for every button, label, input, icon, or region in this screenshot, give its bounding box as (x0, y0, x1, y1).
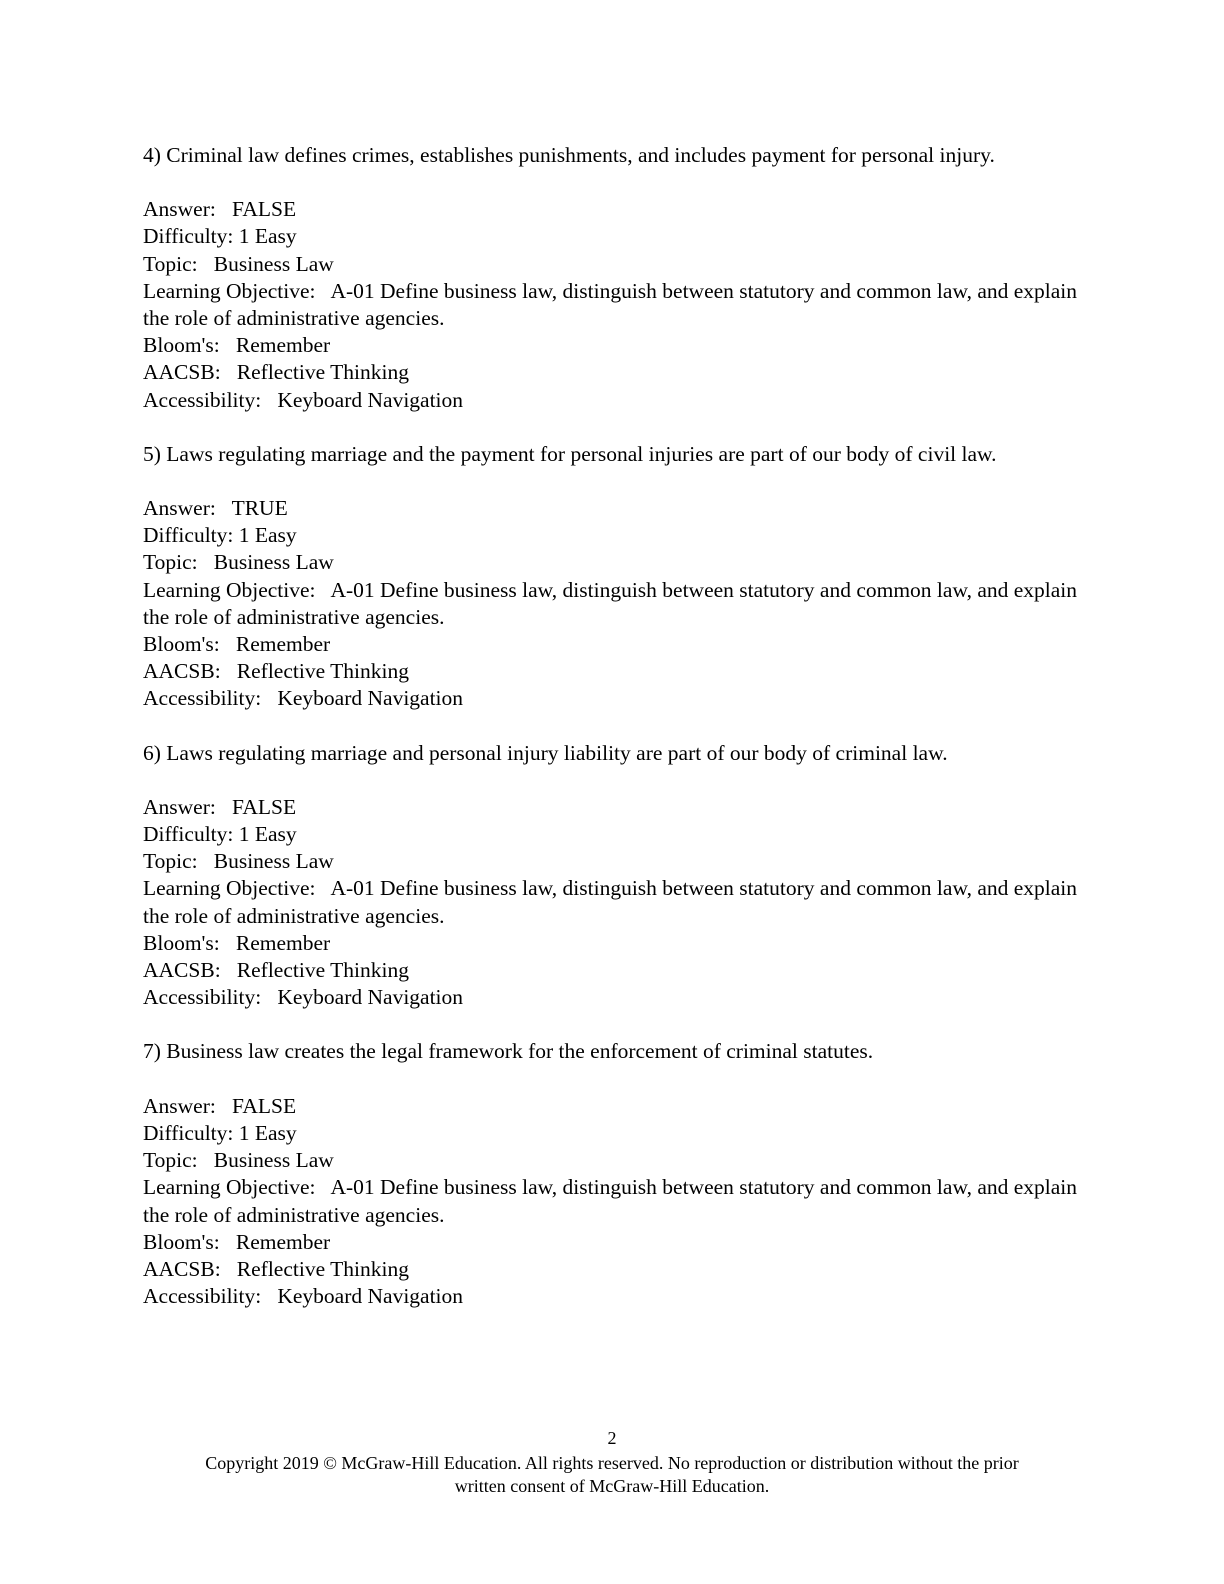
aacsb-line: AACSB: Reflective Thinking (143, 1256, 409, 1281)
difficulty-line: Difficulty: 1 Easy (143, 523, 297, 548)
question-block-7 (143, 1038, 1083, 1310)
aacsb-line: AACSB: Reflective Thinking (143, 659, 409, 684)
aacsb-line: AACSB: Reflective Thinking (143, 360, 409, 385)
learning-objective-line: Learning Objective: A-01 Define business law, distinguish between statutory and common law, and explain the role of administrative agencies. (143, 1175, 1083, 1227)
question-text: 4) Criminal law defines crimes, establishes punishments, and includes payment for personal injury. (143, 143, 995, 167)
question-text: 5) Laws regulating marriage and the payment for personal injuries are part of our body of civil law. (143, 441, 997, 466)
topic-line: Topic: Business Law (143, 550, 334, 575)
blooms-line: Bloom's: Remember (143, 632, 331, 657)
topic-line: Topic: Business Law (143, 1148, 334, 1173)
question-block-6 (143, 740, 1083, 1012)
accessibility-line: Accessibility: Keyboard Navigation (143, 387, 464, 412)
answer-line: Answer: FALSE (143, 1093, 297, 1118)
question-block-4 (143, 142, 1083, 414)
question-text: 7) Business law creates the legal framework for the enforcement of criminal statutes. (143, 1039, 874, 1064)
answer-line: Answer: FALSE (143, 794, 297, 819)
blooms-line: Bloom's: Remember (143, 1229, 331, 1254)
accessibility-line: Accessibility: Keyboard Navigation (143, 985, 464, 1010)
blooms-line: Bloom's: Remember (143, 930, 331, 955)
aacsb-line: AACSB: Reflective Thinking (143, 958, 409, 983)
learning-objective-line: Learning Objective: A-01 Define business law, distinguish between statutory and common law, and explain the role of administrative agencies. (143, 278, 1083, 331)
answer-line: Answer: TRUE (143, 496, 288, 521)
difficulty-line: Difficulty: 1 Easy (143, 822, 297, 847)
accessibility-line: Accessibility: Keyboard Navigation (143, 1284, 464, 1309)
page-number: 2 (607, 1428, 617, 1448)
accessibility-line: Accessibility: Keyboard Navigation (143, 686, 464, 711)
difficulty-line: Difficulty: 1 Easy (143, 224, 297, 249)
answer-line: Answer: FALSE (143, 197, 297, 222)
question-block-5 (143, 441, 1083, 713)
difficulty-line: Difficulty: 1 Easy (143, 1120, 297, 1145)
copyright-line-1: Copyright 2019 © McGraw-Hill Education. All rights reserved. No reproduction or distribution without the prior (205, 1453, 1019, 1473)
blooms-line: Bloom's: Remember (143, 333, 331, 358)
page-content (143, 142, 1083, 1310)
page-footer (0, 1427, 1224, 1498)
topic-line: Topic: Business Law (143, 849, 334, 874)
topic-line: Topic: Business Law (143, 251, 334, 276)
copyright-line-2: written consent of McGraw-Hill Education. (454, 1476, 770, 1496)
learning-objective-line: Learning Objective: A-01 Define business law, distinguish between statutory and common law, and explain the role of administrative agencies. (143, 876, 1083, 928)
question-text: 6) Laws regulating marriage and personal injury liability are part of our body of criminal law. (143, 740, 948, 765)
learning-objective-line: Learning Objective: A-01 Define business law, distinguish between statutory and common law, and explain the role of administrative agencies. (143, 577, 1083, 629)
